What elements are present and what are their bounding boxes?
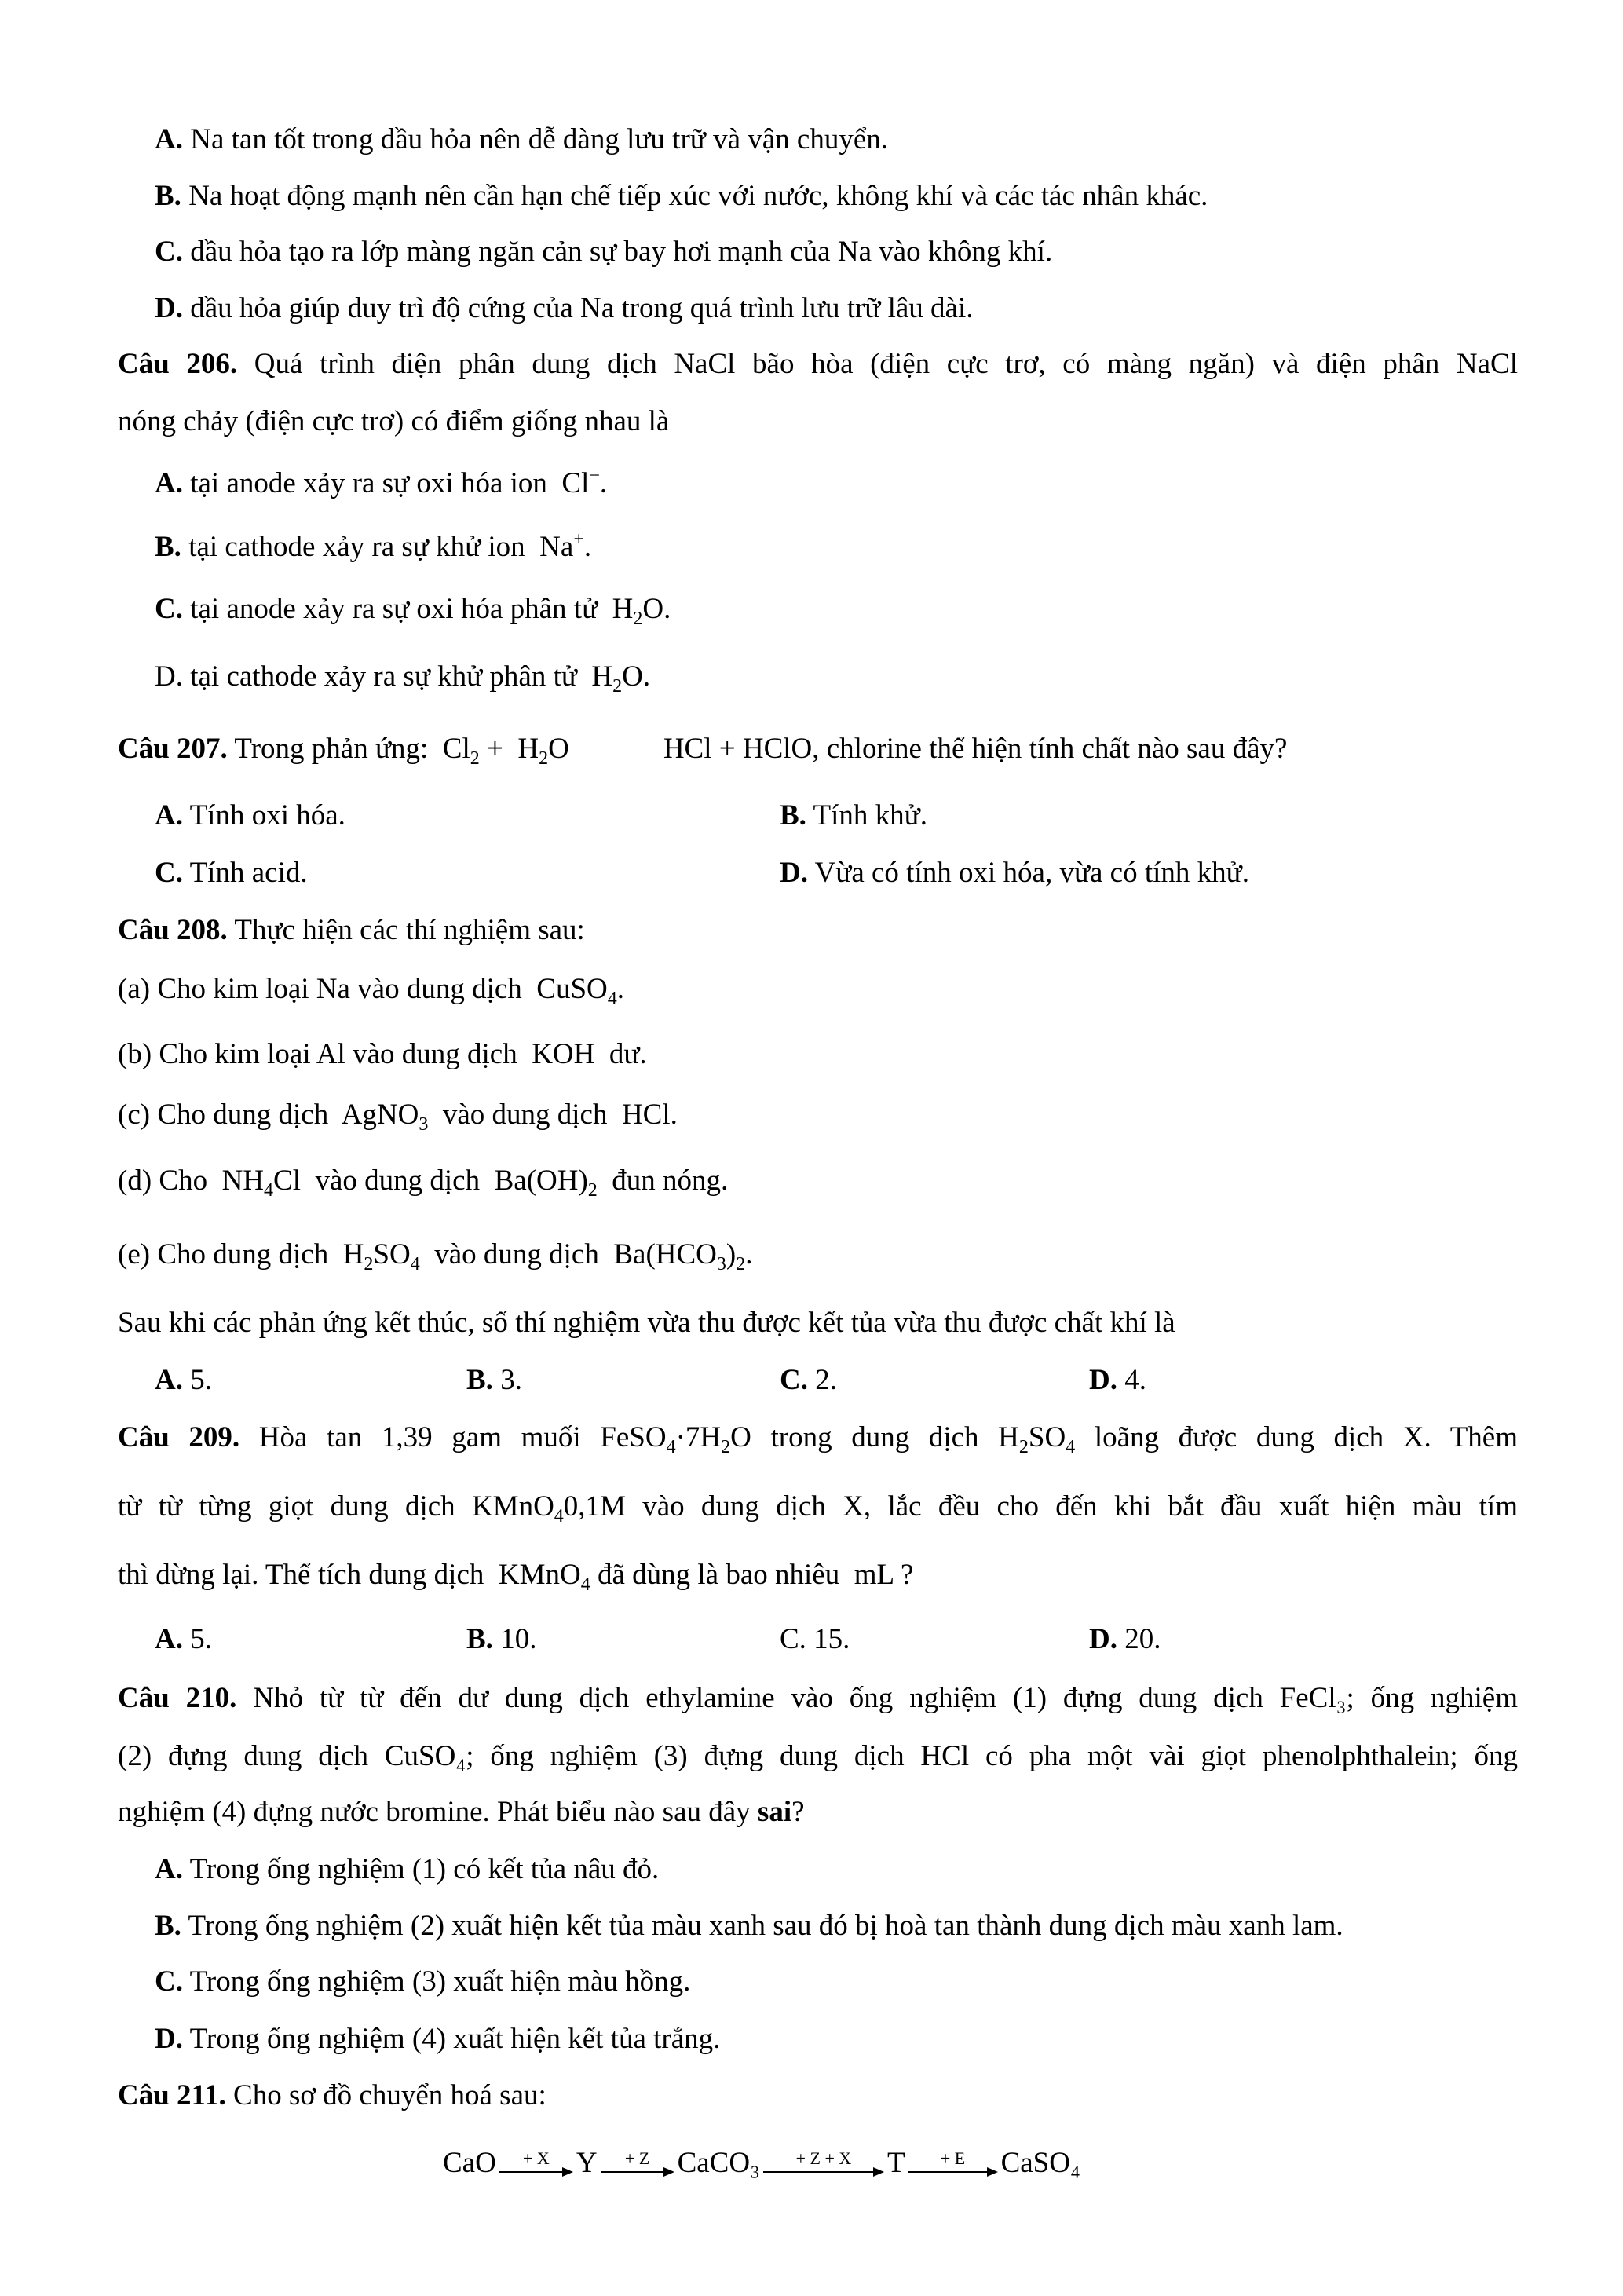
superscript: + [573,528,584,550]
reaction-arrow [908,2150,998,2177]
text-run: 2. [807,1363,837,1396]
text-run: ) [726,1238,737,1271]
text-run: vào dung dịch HCl. [428,1098,678,1131]
text-run: 5. [182,1623,212,1656]
text-run: (2) đựng dung dịch CuSO₄; ống nghiệm (3) đựng dung dịch HCl có pha một vài giọt phenolphthalein; ống [118,1739,1518,1772]
superscript: − [589,465,600,486]
text-run: Trong phản ứng: Cl [227,733,470,766]
reagent-label: + Z + X [795,2148,852,2168]
bold-label: D. [155,291,183,324]
text-run: 4. [1117,1363,1146,1396]
subscript: 2 [364,1254,374,1275]
subscript: 2 [612,676,623,696]
bold-label: B. [155,179,181,212]
text-line [118,1035,1518,1074]
text-run: Cho sơ đồ chuyển hoá sau: [225,2078,546,2111]
text-run: Trong ống nghiệm (4) xuất hiện kết tủa trắng. [182,2023,721,2056]
subscript: 4 [1066,1437,1076,1458]
bold-label: Câu 210. [118,1682,237,1715]
text-run: Trong ống nghiệm (1) có kết tủa nâu đỏ. [182,1853,660,1886]
text-line [118,1737,1518,1776]
text-line [118,1556,1518,1595]
answer-option [155,796,345,835]
text-line [155,1361,1518,1400]
text-line [155,232,1518,272]
text-line [155,528,1518,567]
subscript: 2 [736,1254,746,1275]
text-line [155,796,1518,835]
bold-label: B. [466,1623,493,1656]
answer-option [1089,1361,1146,1400]
text-run: . [616,973,625,1006]
text-run: Cl vào dung dịch Ba(OH) [273,1164,588,1197]
answer-option [466,1620,536,1659]
text-line [155,1907,1518,1946]
reaction-arrow [763,2150,884,2177]
text-run: . [599,466,608,499]
bold-label: D. [1089,1623,1117,1656]
text-run: dầu hỏa giúp duy trì độ cứng của Na trong quá trình lưu trữ lâu dài. [182,291,974,324]
subscript: 3 [419,1113,429,1135]
species: CaO [443,2147,496,2179]
bold-label: B. [780,799,806,832]
bold-label: C. [155,856,183,889]
text-run: O trong dung dịch H [730,1421,1019,1454]
text-line [118,1793,1518,1832]
text-run: thì dừng lại. Thể tích dung dịch KMnO [118,1558,581,1591]
text-run: Quá trình điện phân dung dịch NaCl bão hòa (điện cực trơ, có màng ngăn) và điện phân NaCl [237,347,1518,380]
answer-option [780,796,927,835]
text-run: loãng được dung dịch X. Thêm [1075,1421,1518,1454]
bold-label: Câu 206. [118,347,238,380]
text-line [118,1235,1518,1274]
answer-option [155,854,308,893]
species: T [886,2147,905,2179]
subscript: 2 [587,1180,598,1201]
subscript: 4 [410,1254,420,1275]
text-run: từ từ từng giọt dung dịch KMnO [118,1490,554,1523]
text-run: Trong ống nghiệm (3) xuất hiện màu hồng. [182,1965,691,1998]
text-run: O. [642,592,671,625]
text-run: 10. [492,1623,537,1656]
text-line [118,970,1518,1009]
text-run: tại cathode xảy ra sự khử ion Na [181,530,574,563]
text-run: Vừa có tính oxi hóa, vừa có tính khử. [807,856,1249,889]
subscript: 4 [666,1437,676,1458]
text-run: tại anode xảy ra sự oxi hóa ion Cl [182,466,590,499]
bold-label: D. [155,2023,183,2056]
subscript: 2 [721,1437,731,1458]
text-line [118,1161,1518,1201]
answer-option [155,1361,212,1400]
text-line [118,1303,1518,1343]
text-line [118,1487,1518,1526]
text-run: Trong ống nghiệm (2) xuất hiện kết tủa màu xanh sau đó bị hoà tan thành dung dịch màu xanh lam. [181,1909,1343,1942]
text-run: 5. [182,1363,212,1396]
answer-option [780,1361,837,1400]
text-run: 3. [492,1363,522,1396]
bold-label: A. [155,1363,183,1396]
text-line [118,729,1518,769]
text-run: (c) Cho dung dịch AgNO [118,1098,419,1131]
text-run: . [583,530,592,563]
bold-label: A. [155,123,183,156]
text-run: (b) Cho kim loại Al vào dung dịch KOH dư. [118,1037,647,1070]
bold-label: C. [155,592,183,625]
text-run: đun nóng. [597,1164,729,1197]
text-line [155,464,1518,503]
text-line [155,590,1518,629]
text-run: Tính acid. [182,856,308,889]
text-run: Sau khi các phản ứng kết thúc, số thí nghiệm vừa thu được kết tủa vừa thu được chất khí là [118,1306,1175,1339]
text-run: O [548,733,569,766]
reagent-label: + Z [624,2148,650,2168]
text-run: Na tan tốt trong dầu hỏa nên dễ dàng lưu trữ và vận chuyển. [182,123,889,156]
bold-label: B. [155,1909,181,1942]
text-line [155,1620,1518,1659]
text-run: nghiệm (4) đựng nước bromine. Phát biểu nào sau đây [118,1796,758,1829]
subscript: 3 [716,1254,726,1275]
text-run: (a) Cho kim loại Na vào dung dịch CuSO [118,973,608,1006]
text-line [155,657,1518,696]
subscript: 4 [607,989,617,1010]
text-run: 20. [1117,1623,1161,1656]
text-run: nóng chảy (điện cực trơ) có điểm giống nhau là [118,405,670,438]
reagent-label: + E [940,2148,966,2168]
text-run: SO [1028,1421,1066,1454]
text-line [118,1418,1518,1457]
text-line [155,177,1518,216]
bold-label: B. [155,530,181,563]
bold-label: A. [155,1853,183,1886]
text-line [155,120,1518,159]
text-run: vào dung dịch Ba(HCO [419,1238,717,1271]
text-run: đã dùng là bao nhiêu mL ? [590,1558,914,1591]
text-run: Na hoạt động mạnh nên cần hạn chế tiếp xúc với nước, không khí và các tác nhân khác. [181,179,1208,212]
text-line [118,1095,1518,1135]
text-line [118,402,1518,441]
text-line [155,1850,1518,1889]
reagent-label: + X [522,2148,550,2168]
answer-option [780,1620,850,1659]
text-run: Thực hiện các thí nghiệm sau: [227,914,585,947]
text-run: Hòa tan 1,39 gam muối FeSO [239,1421,667,1454]
answer-option [155,1620,212,1659]
bold-label: sai [757,1796,792,1829]
subscript: 2 [1018,1437,1029,1458]
text-run: HCl + HClO, chlorine thể hiện tính chất nào sau đây? [663,733,1288,766]
reaction-arrow [601,2150,674,2177]
text-run: + H [479,733,539,766]
bold-label: A. [155,799,183,832]
text-run: ·7H [675,1421,722,1454]
text-line [155,1962,1518,2002]
bold-label: D. [1089,1363,1117,1396]
text-run: 0,1M vào dung dịch X, lắc đều cho đến khi bắt đầu xuất hiện màu tím [563,1490,1518,1523]
bold-label: C. [780,1363,808,1396]
subscript: 4 [580,1574,590,1595]
bold-label: Câu 211. [118,2078,226,2111]
text-run: O. [622,660,651,693]
bold-label: B. [466,1363,493,1396]
bold-label: A. [155,1623,183,1656]
answer-option [466,1361,522,1400]
subscript: 2 [633,608,643,629]
text-line [155,289,1518,328]
text-run: Tính khử. [806,799,927,832]
text-line [118,1679,1518,1718]
answer-option [780,854,1249,893]
species: CaSO₄ [1000,2147,1080,2179]
text-line [155,2020,1518,2059]
text-run: D. tại cathode xảy ra sự khử phân tử H [155,660,613,693]
text-run: ? [791,1796,805,1829]
subscript: 4 [554,1506,564,1527]
reaction-arrow [499,2150,573,2177]
text-run: Nhỏ từ từ đến dư dung dịch ethylamine vào ống nghiệm (1) đựng dung dịch FeCl₃; ống nghiệm [236,1682,1518,1715]
conversion-scheme [443,2140,1080,2187]
text-run: . [745,1238,753,1271]
bold-label: D. [780,856,808,889]
text-line [118,911,1518,950]
text-run: dầu hỏa tạo ra lớp màng ngăn cản sự bay hơi mạnh của Na vào không khí. [182,236,1053,269]
text-line [155,854,1518,893]
bold-label: Câu 208. [118,914,228,947]
species: Y [576,2147,598,2179]
text-run: (e) Cho dung dịch H [118,1238,364,1271]
bold-label: Câu 209. [118,1421,240,1454]
bold-label: C. [155,236,183,269]
text-run: (d) Cho NH [118,1164,265,1197]
bold-label: Câu 207. [118,733,228,766]
text-run: SO [373,1238,411,1271]
bold-label: A. [155,466,183,499]
text-run: C. 15. [780,1623,850,1656]
text-line [118,345,1518,384]
bold-label: C. [155,1965,183,1998]
subscript: 4 [264,1180,274,1201]
text-run: Tính oxi hóa. [182,799,345,832]
subscript: 2 [470,748,480,770]
text-line [118,2076,1518,2115]
subscript: 2 [539,748,549,770]
answer-option [1089,1620,1161,1659]
species: CaCO₃ [677,2147,760,2179]
text-run: tại anode xảy ra sự oxi hóa phân tử H [182,592,634,625]
